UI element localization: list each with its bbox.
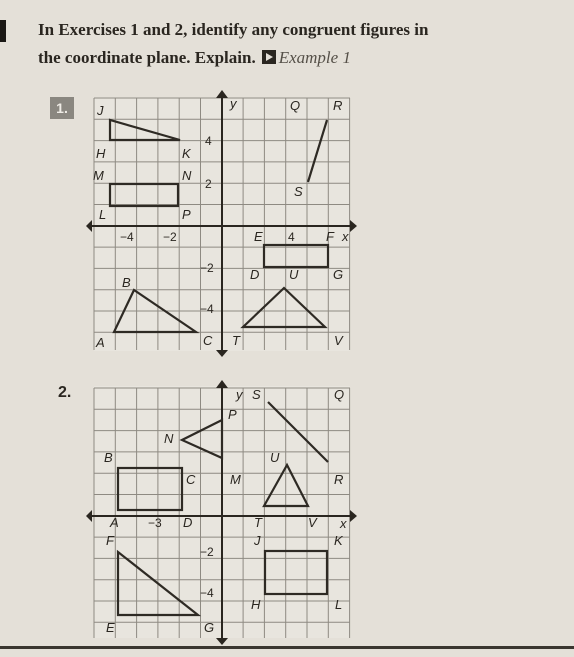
label-F: F [106,533,114,548]
label-D: D [183,515,193,530]
label-A: A [96,335,105,350]
label-Q: Q [290,98,301,113]
example-link[interactable]: Example 1 [278,48,351,67]
label-H: H [96,146,106,161]
label-B: B [122,275,131,290]
graph-2-y-arrow-icon [216,380,228,388]
label-G: G [204,620,215,635]
label-J: J [254,533,261,548]
label-V: V [308,515,317,530]
label-N: N [164,431,174,446]
graph-1-y-arrow-icon [216,90,228,98]
label-T: T [232,333,240,348]
label-S: S [294,184,303,199]
label-K: K [182,146,191,161]
label-E: E [106,620,115,635]
label-R: R [333,98,343,113]
label-V: V [334,333,343,348]
graph-2 [86,380,357,645]
label-N: N [182,168,192,183]
tick-y-2: 2 [205,177,212,191]
label-A: A [110,515,119,530]
graph-1-x-arrow-icon [350,220,357,232]
graph-2-x-arrow-left-icon [86,510,92,522]
label-C: C [203,333,213,348]
graph-2-x-label: x [340,516,347,531]
tick-x-4: 4 [288,230,295,244]
tick-x-neg2: −2 [163,230,177,244]
tick-y-neg2: −2 [200,261,214,275]
tick-y-neg4: −4 [200,302,214,316]
graph-1-y-arrow-down-icon [216,350,228,357]
graph-1-y-label: y [230,96,237,111]
graph-1-x-label: x [342,229,349,244]
label-Q: Q [334,387,345,402]
label-U: U [289,267,299,282]
label-J: J [97,103,104,118]
label-E: E [254,229,263,244]
label-H: H [251,597,261,612]
instruction-line-1: In Exercises 1 and 2, identify any congruent figures in [38,20,429,39]
label-L: L [335,597,343,612]
label-M: M [93,168,104,183]
tick-y-neg4: −4 [200,586,214,600]
exercise-2-number: 2. [58,384,72,401]
graph-2-y-label: y [236,387,243,402]
graph-2-y-arrow-down-icon [216,638,228,645]
graph-2-x-arrow-icon [350,510,357,522]
label-L: L [99,207,107,222]
label-B: B [104,450,113,465]
label-S: S [252,387,261,402]
graph-1-x-arrow-left-icon [86,220,92,232]
label-U: U [270,450,280,465]
label-R: R [334,472,344,487]
tick-y-4: 4 [205,134,212,148]
label-F: F [326,229,334,244]
exercise-1-number: 1. [50,97,74,119]
label-D: D [250,267,260,282]
tick-x-neg4: −4 [120,230,134,244]
instruction-line-2-text: the coordinate plane. Explain. [38,48,256,67]
label-K: K [334,533,343,548]
label-P: P [182,207,191,222]
label-M: M [230,472,241,487]
graph-1 [86,90,357,357]
label-P: P [228,407,237,422]
label-G: G [333,267,344,282]
label-T: T [254,515,262,530]
label-C: C [186,472,196,487]
tick-x-neg3: −3 [148,516,162,530]
bottom-rule [0,646,574,649]
tick-y-neg2: −2 [200,545,214,559]
